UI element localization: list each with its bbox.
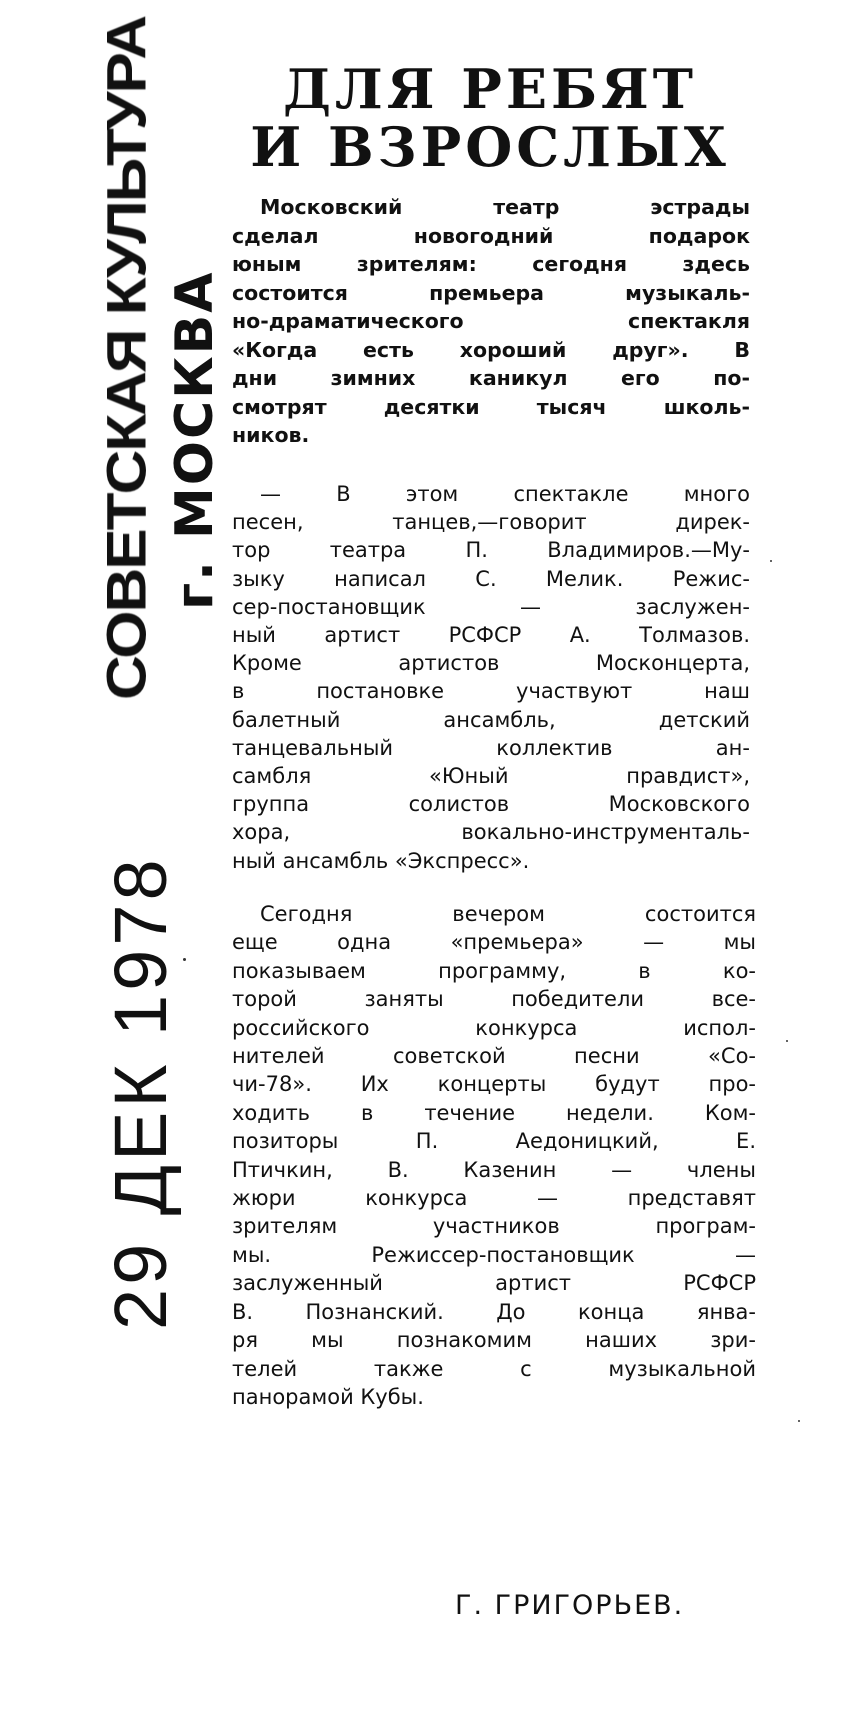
article-text-line: Птичкин, В. Казенин — члены [232,1157,756,1182]
article-text-line: панорамой Кубы. [232,1384,424,1409]
article-text-line: показываем программу, в ко- [232,958,756,983]
article-text-line: заслуженный артист РСФСР [232,1271,756,1296]
article-text-line: позиторы П. Аедоницкий, Е. [232,1129,756,1154]
article-lead-paragraph [232,193,750,450]
newspaper-name-stamp: СОВЕТСКАЯ КУЛЬТУРА [95,16,158,700]
article-text-line: ря мы познакомим наших зри- [232,1328,756,1353]
article-text-line: тор театра П. Владимиров.—Му- [232,538,750,563]
article-text-line: ников. [232,423,310,447]
author-signature: Г. ГРИГОРЬЕВ. [455,1590,685,1621]
article-text-line: нителей советской песни «Со- [232,1044,756,1069]
article-text-line: Кроме артистов Москонцерта, [232,651,750,676]
article-text-line: «Когда есть хороший друг». В [232,337,750,362]
article-text-line: ходить в течение недели. Ком- [232,1100,756,1125]
article-paragraph-3 [232,900,756,1411]
headline-line-2: И ВЗРОСЛЫХ [250,115,730,179]
article-text-line: телей также с музыкальной [232,1356,756,1381]
scan-speck [786,1040,788,1042]
article-paragraph-2 [232,480,750,875]
scan-speck [798,1420,800,1422]
date-stamp: 29 ДЕК 1978 [99,855,182,1330]
article-text-line: жюри конкурса — представят [232,1186,756,1211]
article-text-line: но-драматического спектакля [232,309,750,333]
article-headline [230,57,750,179]
article-text-line: танцевальный коллектив ан- [232,735,750,760]
article-text-line: смотрят десятки тысяч школь- [232,394,750,419]
scan-speck [770,560,772,562]
article-text-line: еще одна «премьера» — мы [232,930,756,955]
city-stamp: г. МОСКВА [165,270,225,610]
article-text-line: хора, вокально-инструменталь- [232,820,750,845]
scan-speck [183,958,186,961]
article-text-line: самбля «Юный правдист», [232,764,750,789]
article-text-line: — В этом спектакле много [260,482,750,506]
article-text-line: состоится премьера музыкаль- [232,280,750,305]
article-text-line: российского конкурса испол- [232,1015,756,1040]
headline-line-1: ДЛЯ РЕБЯТ [283,57,697,121]
article-text-line: дни зимних каникул его по- [232,366,750,390]
article-text-line: ный ансамбль «Экспресс». [232,848,530,873]
article-text-line: юным зрителям: сегодня здесь [232,252,750,276]
article-text-line: песен, танцев,—говорит дирек- [232,510,750,535]
article-text-line: торой заняты победители все- [232,987,756,1012]
article-text-line: чи-78». Их концерты будут про- [232,1072,756,1097]
article-text-line: балетный ансамбль, детский [232,707,750,732]
article-text-line: Московский театр эстрады [260,195,750,219]
article-text-line: В. Познанский. До конца янва- [232,1299,756,1324]
article-text-line: Сегодня вечером состоится [260,902,756,926]
article-text-line: группа солистов Московского [232,792,750,817]
article-text-line: в постановке участвуют наш [232,679,750,704]
article-text-line: зыку написал С. Мелик. Режис- [232,566,750,591]
article-text-line: зрителям участников програм- [232,1214,756,1239]
article-text-line: сделал новогодний подарок [232,223,750,248]
article-text-line: мы. Режиссер-постановщик — [232,1242,756,1267]
article-text-line: ный артист РСФСР А. Толмазов. [232,623,750,648]
article-text-line: сер-постановщик — заслужен- [232,594,750,619]
